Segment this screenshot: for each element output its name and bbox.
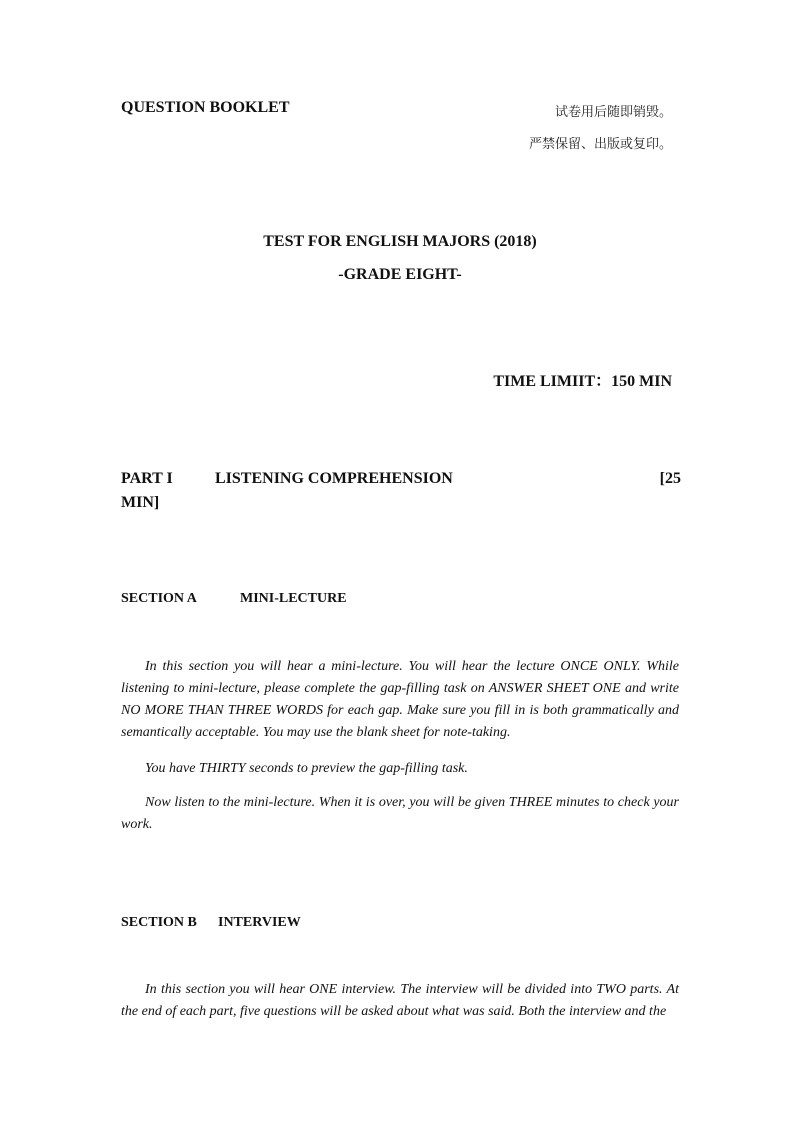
- section-a-instruction-3: Now listen to the mini-lecture. When it is over, you will be given THREE minutes to check your work.: [121, 795, 679, 832]
- part-number: PART I: [121, 470, 173, 487]
- booklet-label: QUESTION BOOKLET: [121, 99, 290, 116]
- section-b-heading: [121, 915, 301, 931]
- confidentiality-notice: 严禁保留、出版或复印。: [528, 137, 672, 152]
- section-a-label: SECTION A: [121, 591, 197, 606]
- section-b-instruction-1: In this section you will hear ONE interview. The interview will be divided into TWO parts. At the end of each part, five questions will be asked about what was said. Both the interview and the: [121, 982, 679, 1019]
- destroy-notice: 试卷用后随即销毁。: [554, 105, 672, 120]
- test-title: TEST FOR ENGLISH MAJORS (2018): [263, 233, 537, 250]
- part-duration-end: MIN]: [121, 494, 160, 511]
- part-name: LISTENING COMPREHENSION: [215, 470, 453, 487]
- grade-title: -GRADE EIGHT-: [338, 266, 462, 283]
- section-a-instruction-1: In this section you will hear a mini-lecture. You will hear the lecture ONCE ONLY. While listening to mini-lecture, please complete the gap-filling task on ANSWER SHEET ONE and write NO MORE THAN THREE WORDS for each gap. Make sure you fill in is both grammatically and semantically acceptable. You may use the blank sheet for note-taking.: [121, 659, 679, 740]
- section-a-instruction-2: You have THIRTY seconds to preview the gap-filling task.: [145, 761, 468, 776]
- part-duration-start: [25: [659, 470, 681, 487]
- section-a-name: MINI-LECTURE: [240, 591, 347, 606]
- section-b-label: SECTION B: [121, 915, 197, 930]
- section-a-heading: [121, 591, 347, 607]
- time-limit: TIME LIMIIT：150 MIN: [493, 373, 672, 390]
- section-b-name: INTERVIEW: [218, 915, 301, 930]
- part-heading: [121, 467, 681, 515]
